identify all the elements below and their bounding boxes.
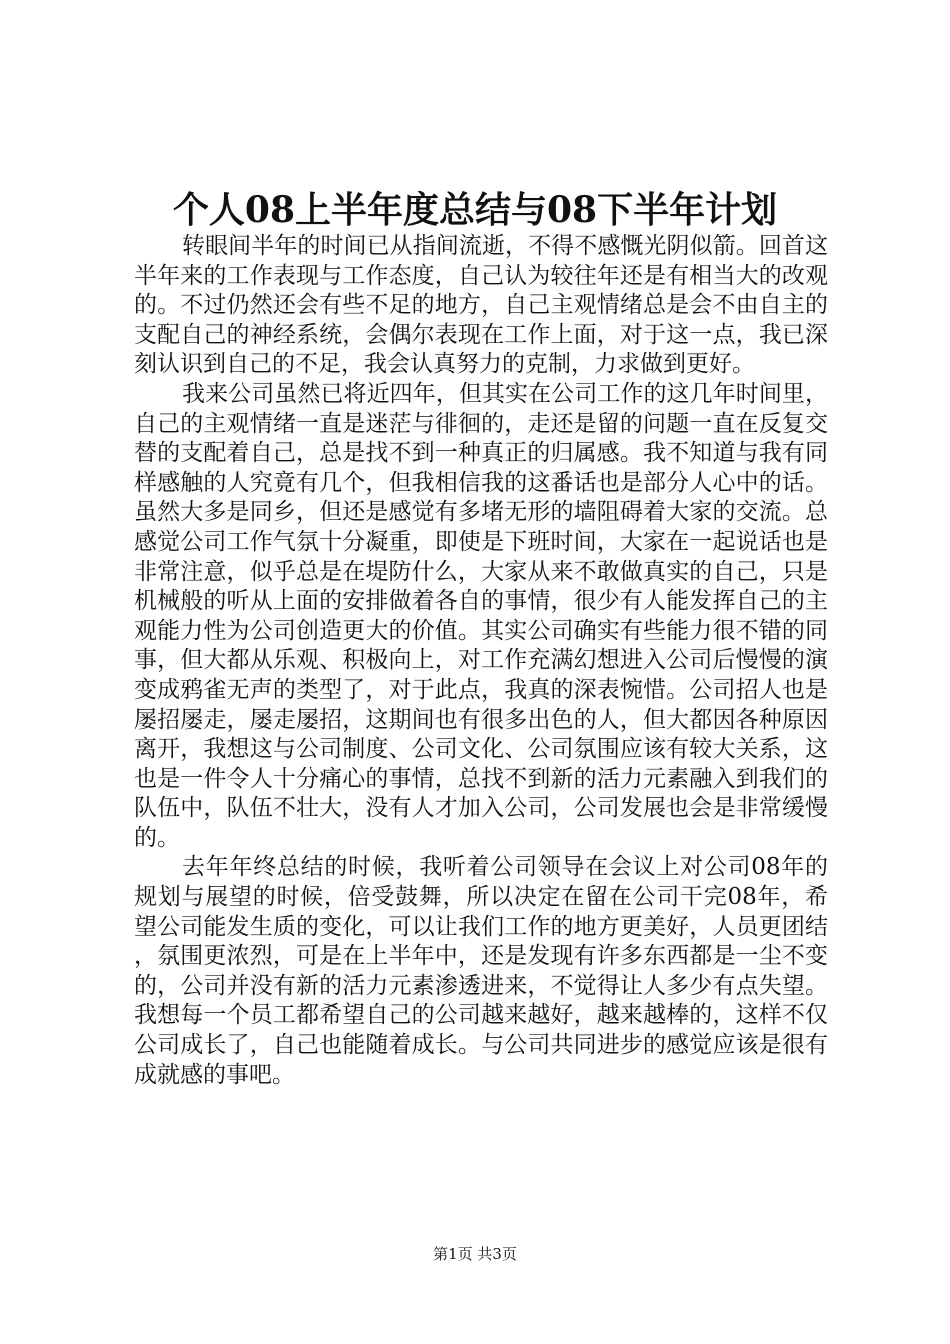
document-title: 个人08上半年度总结与08下半年计划 [172,189,778,231]
document-body [134,232,828,1090]
paragraph-3: 去年年终总结的时候，我听着公司领导在会议上对公司08年的规划与展望的时候，倍受鼓舞，所以决定在留在公司干完08年，希望公司能发生质的变化，可以让我们工作的地方更美好，人员更团结，氛围更浓烈，可是在上半年中，还是发现有许多东西都是一尘不变的，公司并没有新的活力元素渗透进来，不觉得让人多少有点失望。我想每一个员工都希望自己的公司越来越好，越来越棒的，这样不仅公司成长了，自己也能随着成长。与公司共同进步的感觉应该是很有成就感的事吧。 [134,854,828,1088]
page-footer: 第1页 共3页 [433,1245,517,1263]
paragraph-2: 我来公司虽然已将近四年，但其实在公司工作的这几年时间里，自己的主观情绪一直是迷茫与徘徊的，走还是留的问题一直在反复交替的支配着自己，总是找不到一种真正的归属感。我不知道与我有同样感触的人究竟有几个，但我相信我的这番话也是部分人心中的话。虽然大多是同乡，但还是感觉有多堵无形的墙阻碍着大家的交流。总感觉公司工作气氛十分凝重，即使是下班时间，大家在一起说话也是非常注意，似乎总是在堤防什么，大家从来不敢做真实的自己，只是机械般的听从上面的安排做着各自的事情，很少有人能发挥自己的主观能力性为公司创造更大的价值。其实公司确实有些能力很不错的同事，但大都从乐观、积极向上，对工作充满幻想进入公司后慢慢的演变成鸦雀无声的类型了，对于此点，我真的深表惋惜。公司招人也是屡招屡走，屡走屡招，这期间也有很多出色的人，但大都因各种原因离开，我想这与公司制度、公司文化、公司氛围应该有较大关系，这也是一件令人十分痛心的事情，总找不到新的活力元素融入到我们的队伍中，队伍不壮大，没有人才加入公司，公司发展也会是非常缓慢的。 [134,380,828,851]
paragraph-1: 转眼间半年的时间已从指间流逝，不得不感慨光阴似箭。回首这半年来的工作表现与工作态度，自己认为较往年还是有相当大的改观的。不过仍然还会有些不足的地方，自己主观情绪总是会不由自主的支配自己的神经系统，会偶尔表现在工作上面，对于这一点，我已深刻认识到自己的不足，我会认真努力的克制，力求做到更好。 [134,233,828,378]
